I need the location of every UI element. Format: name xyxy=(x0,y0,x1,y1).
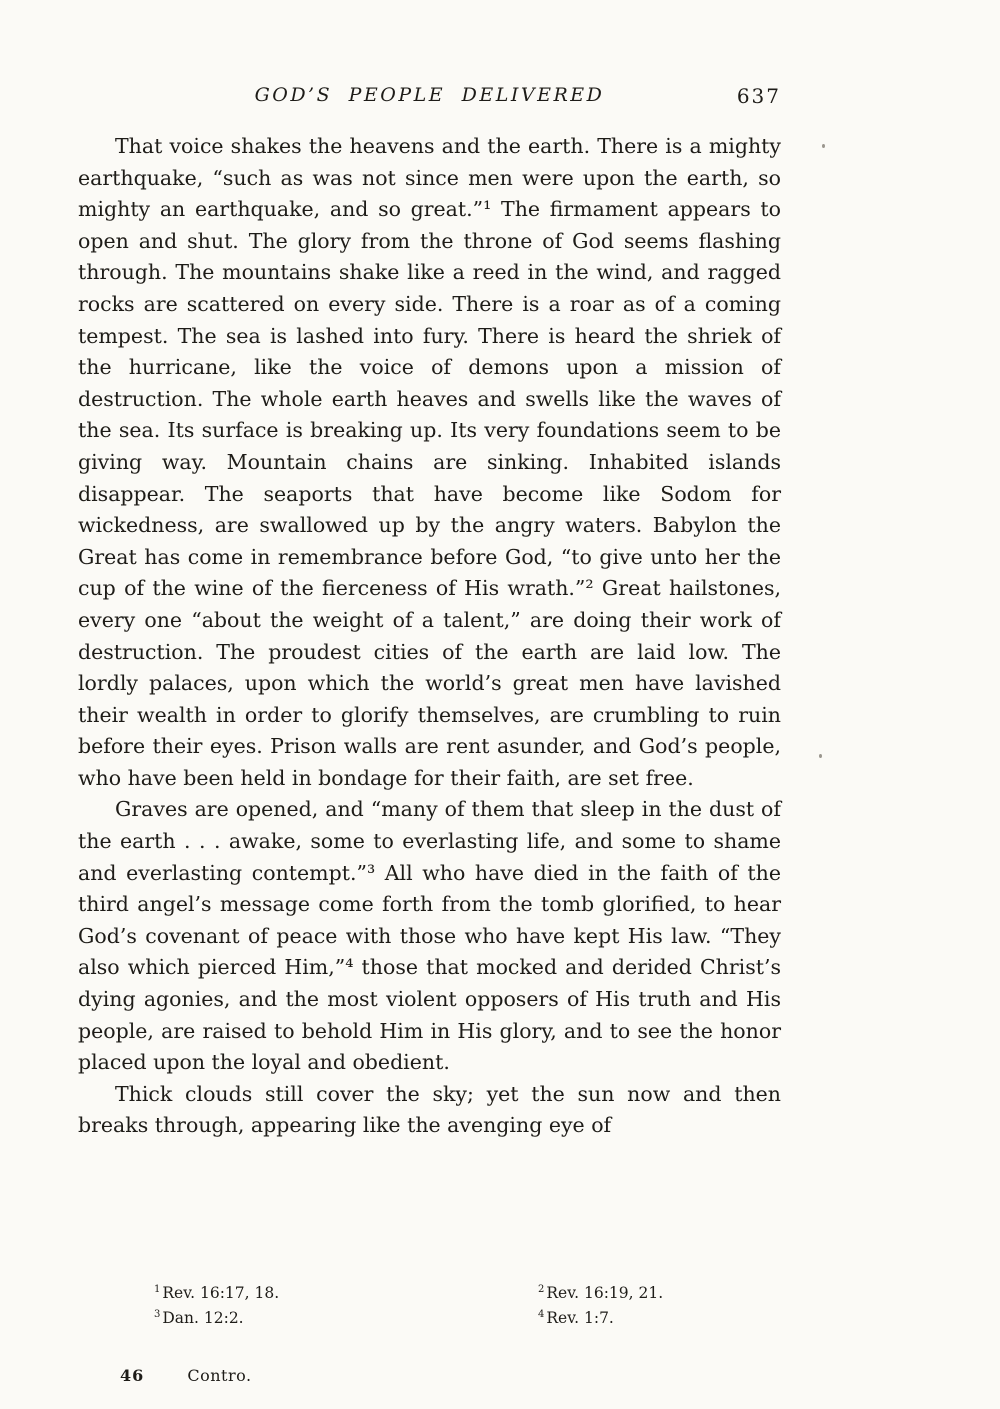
footnote-4 xyxy=(466,1306,781,1331)
paragraph-3: Thick clouds still cover the sky; yet the sun now and then breaks through, appearing like the avenging eye of xyxy=(78,1081,781,1138)
scan-speck xyxy=(822,144,825,148)
footnotes xyxy=(78,1281,781,1331)
paragraph-2: Graves are opened, and “many of them that sleep in the dust of the earth . . . awake, some to everlasting life, and some to shame and everlasting contempt.”³ All who have died in the faith of the third angel’s message come forth from the tomb glorified, to hear God’s covenant of peace with those who have kept His law. “They also which pierced Him,”⁴ those that mocked and derided Christ’s dying agonies, and the most violent opposers of His truth and His people, are raised to behold Him in His glory, and to see the honor placed upon the loyal and obedient. xyxy=(78,797,781,1075)
text-block xyxy=(78,131,781,1142)
running-head xyxy=(78,84,781,106)
footnote-3-ref: Dan. 12:2. xyxy=(162,1309,244,1327)
paragraph-1: That voice shakes the heavens and the earth. There is a mighty earthquake, “such as was not since men were upon the earth, so mighty an earthquake, and so great.”¹ The firmament appears to open and shut. The glory from the throne of God seems flashing through. The mountains shake like a reed in the wind, and ragged rocks are scattered on every side. There is a roar as of a coming tempest. The sea is lashed into fury. There is heard the shriek of the hurricane, like the voice of demons upon a mission of destruction. The whole earth heaves and swells like the waves of the sea. Its surface is breaking up. Its very foundations seem to be giving way. Mountain chains are sinking. Inhabited islands disappear. The seaports that have become like Sodom for wickedness, are swallowed up by the angry waters. Babylon the Great has come in remembrance before God, “to give unto her the cup of the wine of the fierceness of His wrath.”² Great hailstones, every one “about the weight of a talent,” are doing their work of destruction. The proudest cities of the earth are laid low. The lordly palaces, upon which the world’s great men have lavished their wealth in order to glorify themselves, are crumbling to ruin before their eyes. Prison walls are rent asunder, and God’s people, who have been held in bondage for their faith, are set free. xyxy=(78,134,781,790)
running-title: GOD’S PEOPLE DELIVERED xyxy=(254,84,605,106)
scan-speck xyxy=(819,754,822,758)
footnote-3-marker: 3 xyxy=(154,1308,161,1320)
footnote-3 xyxy=(78,1306,466,1331)
footnote-2 xyxy=(466,1281,781,1306)
footnote-1 xyxy=(78,1281,466,1306)
footnote-1-ref: Rev. 16:17, 18. xyxy=(162,1284,280,1302)
signature-number: 46 xyxy=(120,1366,145,1385)
footnote-2-ref: Rev. 16:19, 21. xyxy=(546,1284,664,1302)
catch-title: Contro. xyxy=(187,1366,252,1385)
page-footer xyxy=(120,1366,252,1385)
footnote-4-marker: 4 xyxy=(538,1308,545,1320)
footnote-1-marker: 1 xyxy=(154,1283,161,1295)
footnote-4-ref: Rev. 1:7. xyxy=(546,1309,614,1327)
footnote-2-marker: 2 xyxy=(538,1283,545,1295)
page-number: 637 xyxy=(736,84,781,108)
